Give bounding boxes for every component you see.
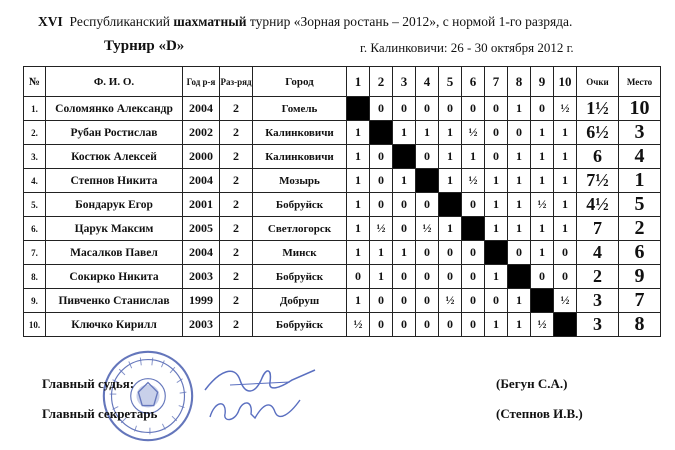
birth-year: 2001 [183, 193, 220, 217]
game-result: 1 [531, 145, 554, 169]
total-points: 6½ [577, 121, 619, 145]
game-result: ½ [416, 217, 439, 241]
header-round: 7 [485, 67, 508, 97]
row-index: 7. [24, 241, 46, 265]
game-result: 1 [462, 145, 485, 169]
game-result: 1 [439, 217, 462, 241]
game-result: 1 [347, 121, 370, 145]
game-result: 1 [554, 193, 577, 217]
birth-year: 2004 [183, 97, 220, 121]
birth-year: 2003 [183, 265, 220, 289]
player-name: Костюк Алексей [46, 145, 183, 169]
judge-label: Главный судья: [42, 376, 135, 391]
game-result: 0 [370, 169, 393, 193]
title-line-1: XVI Республиканский шахматный турнир «Зорная ростань – 2012», с нормой 1-го разряда. [38, 14, 573, 29]
game-result: ½ [531, 193, 554, 217]
player-name: Пивченко Станислав [46, 289, 183, 313]
game-result: 0 [416, 97, 439, 121]
player-name: Масалков Павел [46, 241, 183, 265]
game-result: 1 [554, 217, 577, 241]
game-result: 0 [393, 265, 416, 289]
player-city: Светлогорск [253, 217, 347, 241]
player-city: Мозырь [253, 169, 347, 193]
game-result: 0 [416, 313, 439, 337]
player-city: Калинковичи [253, 145, 347, 169]
game-result: 0 [462, 193, 485, 217]
game-result: 0 [439, 313, 462, 337]
crosstable [23, 66, 661, 337]
final-place: 6 [619, 241, 661, 265]
final-place: 10 [619, 97, 661, 121]
diagonal-cell [347, 97, 370, 121]
game-result: 0 [370, 289, 393, 313]
game-result: 1 [508, 289, 531, 313]
game-result: 1 [393, 121, 416, 145]
header-round: 6 [462, 67, 485, 97]
game-result: 0 [462, 289, 485, 313]
game-result: 1 [508, 145, 531, 169]
player-rank: 2 [220, 97, 253, 121]
game-result: 1 [531, 217, 554, 241]
game-result: 0 [485, 145, 508, 169]
game-result: 0 [554, 265, 577, 289]
game-result: 0 [462, 97, 485, 121]
game-result: 1 [485, 169, 508, 193]
row-index: 6. [24, 217, 46, 241]
header-points: Очки [577, 67, 619, 97]
header-rank: Раз-ряд [220, 67, 253, 97]
game-result: 0 [393, 97, 416, 121]
diagonal-cell [439, 193, 462, 217]
player-name: Царук Максим [46, 217, 183, 241]
total-points: 3 [577, 289, 619, 313]
row-index: 9. [24, 289, 46, 313]
table-row [24, 289, 661, 313]
game-result: 1 [439, 169, 462, 193]
header-round: 5 [439, 67, 462, 97]
diagonal-cell [508, 265, 531, 289]
player-rank: 2 [220, 145, 253, 169]
game-result: 0 [393, 313, 416, 337]
player-city: Минск [253, 241, 347, 265]
birth-year: 2000 [183, 145, 220, 169]
game-result: 0 [554, 241, 577, 265]
player-rank: 2 [220, 193, 253, 217]
header-num: № [24, 67, 46, 97]
player-rank: 2 [220, 169, 253, 193]
game-result: ½ [462, 169, 485, 193]
table-row [24, 241, 661, 265]
player-name: Рубан Ростислав [46, 121, 183, 145]
header-name: Ф. И. О. [46, 67, 183, 97]
game-result: 0 [347, 265, 370, 289]
game-result: 0 [370, 193, 393, 217]
game-result: 1 [485, 217, 508, 241]
header-row [24, 67, 661, 97]
final-place: 8 [619, 313, 661, 337]
game-result: 1 [439, 145, 462, 169]
table-row [24, 145, 661, 169]
game-result: ½ [554, 289, 577, 313]
player-city: Добруш [253, 289, 347, 313]
game-result: 1 [347, 241, 370, 265]
row-index: 2. [24, 121, 46, 145]
player-rank: 2 [220, 265, 253, 289]
game-result: 1 [485, 313, 508, 337]
game-result: 1 [554, 145, 577, 169]
secretary-label: Главный секретарь [42, 406, 158, 421]
total-points: 6 [577, 145, 619, 169]
game-result: ½ [531, 313, 554, 337]
header-round: 10 [554, 67, 577, 97]
birth-year: 2004 [183, 241, 220, 265]
game-result: 1 [370, 265, 393, 289]
player-rank: 2 [220, 241, 253, 265]
final-place: 5 [619, 193, 661, 217]
row-index: 3. [24, 145, 46, 169]
game-result: 0 [462, 265, 485, 289]
game-result: 0 [416, 145, 439, 169]
round-stamp [100, 348, 196, 444]
game-result: 0 [462, 313, 485, 337]
player-rank: 2 [220, 217, 253, 241]
birth-year: 2003 [183, 313, 220, 337]
game-result: 1 [554, 169, 577, 193]
header-round: 4 [416, 67, 439, 97]
final-place: 4 [619, 145, 661, 169]
game-result: 1 [531, 121, 554, 145]
diagonal-cell [370, 121, 393, 145]
total-points: 2 [577, 265, 619, 289]
game-result: 0 [370, 145, 393, 169]
game-result: 0 [416, 193, 439, 217]
total-points: 7½ [577, 169, 619, 193]
game-result: 0 [393, 289, 416, 313]
total-points: 1½ [577, 97, 619, 121]
table-row [24, 169, 661, 193]
game-result: 1 [508, 97, 531, 121]
row-index: 1. [24, 97, 46, 121]
game-result: 1 [347, 217, 370, 241]
diagonal-cell [485, 241, 508, 265]
game-result: 0 [416, 265, 439, 289]
game-result: 1 [531, 169, 554, 193]
total-points: 7 [577, 217, 619, 241]
row-index: 4. [24, 169, 46, 193]
table-row [24, 97, 661, 121]
table-row [24, 265, 661, 289]
player-city: Гомель [253, 97, 347, 121]
diagonal-cell [393, 145, 416, 169]
judge-name: (Бегун С.А.) [496, 376, 568, 391]
player-name: Сокирко Никита [46, 265, 183, 289]
table-row [24, 193, 661, 217]
game-result: 0 [462, 241, 485, 265]
header-round: 8 [508, 67, 531, 97]
table-row [24, 121, 661, 145]
diagonal-cell [554, 313, 577, 337]
total-points: 3 [577, 313, 619, 337]
final-place: 2 [619, 217, 661, 241]
game-result: ½ [439, 289, 462, 313]
game-result: 1 [485, 265, 508, 289]
game-result: 1 [439, 121, 462, 145]
game-result: 0 [485, 121, 508, 145]
game-result: 0 [508, 121, 531, 145]
player-name: Соломянко Александр [46, 97, 183, 121]
row-index: 5. [24, 193, 46, 217]
header-round: 9 [531, 67, 554, 97]
header-round: 3 [393, 67, 416, 97]
player-city: Калинковичи [253, 121, 347, 145]
header-year: Год р-я [183, 67, 220, 97]
game-result: 1 [508, 193, 531, 217]
table-row [24, 217, 661, 241]
birth-year: 1999 [183, 289, 220, 313]
game-result: 1 [393, 169, 416, 193]
game-result: 0 [439, 265, 462, 289]
player-name: Степнов Никита [46, 169, 183, 193]
player-city: Бобруйск [253, 313, 347, 337]
secretary-name: (Степнов И.В.) [496, 406, 583, 421]
diagonal-cell [462, 217, 485, 241]
game-result: 1 [485, 193, 508, 217]
table-row [24, 313, 661, 337]
secretary-signature [205, 392, 305, 428]
game-result: 0 [416, 241, 439, 265]
game-result: 1 [531, 241, 554, 265]
diagonal-cell [531, 289, 554, 313]
game-result: 1 [393, 241, 416, 265]
birth-year: 2002 [183, 121, 220, 145]
player-city: Бобруйск [253, 265, 347, 289]
game-result: 1 [370, 241, 393, 265]
final-place: 9 [619, 265, 661, 289]
place-and-dates: г. Калинковичи: 26 - 30 октября 2012 г. [360, 40, 574, 55]
birth-year: 2004 [183, 169, 220, 193]
game-result: 0 [416, 289, 439, 313]
player-rank: 2 [220, 289, 253, 313]
total-points: 4½ [577, 193, 619, 217]
game-result: 0 [531, 97, 554, 121]
total-points: 4 [577, 241, 619, 265]
game-result: ½ [347, 313, 370, 337]
player-rank: 2 [220, 121, 253, 145]
game-result: 1 [347, 289, 370, 313]
birth-year: 2005 [183, 217, 220, 241]
player-name: Бондарук Егор [46, 193, 183, 217]
game-result: 1 [416, 121, 439, 145]
game-result: 0 [531, 265, 554, 289]
game-result: 1 [347, 193, 370, 217]
player-rank: 2 [220, 313, 253, 337]
final-place: 7 [619, 289, 661, 313]
game-result: ½ [462, 121, 485, 145]
game-result: 0 [485, 97, 508, 121]
player-name: Ключко Кирилл [46, 313, 183, 337]
row-index: 8. [24, 265, 46, 289]
header-round: 1 [347, 67, 370, 97]
diagonal-cell [416, 169, 439, 193]
game-result: 1 [508, 169, 531, 193]
game-result: 0 [439, 97, 462, 121]
player-city: Бобруйск [253, 193, 347, 217]
game-result: 1 [508, 313, 531, 337]
game-result: 0 [393, 217, 416, 241]
game-result: 0 [508, 241, 531, 265]
game-result: 0 [370, 313, 393, 337]
game-result: 0 [485, 289, 508, 313]
header-place: Место [619, 67, 661, 97]
header-round: 2 [370, 67, 393, 97]
game-result: 0 [393, 193, 416, 217]
tournament-name: Турнир «D» [104, 38, 185, 54]
game-result: 1 [554, 121, 577, 145]
final-place: 3 [619, 121, 661, 145]
game-result: 0 [439, 241, 462, 265]
row-index: 10. [24, 313, 46, 337]
game-result: ½ [370, 217, 393, 241]
header-city: Город [253, 67, 347, 97]
game-result: 0 [370, 97, 393, 121]
game-result: ½ [554, 97, 577, 121]
game-result: 1 [508, 217, 531, 241]
game-result: 1 [347, 169, 370, 193]
final-place: 1 [619, 169, 661, 193]
game-result: 1 [347, 145, 370, 169]
